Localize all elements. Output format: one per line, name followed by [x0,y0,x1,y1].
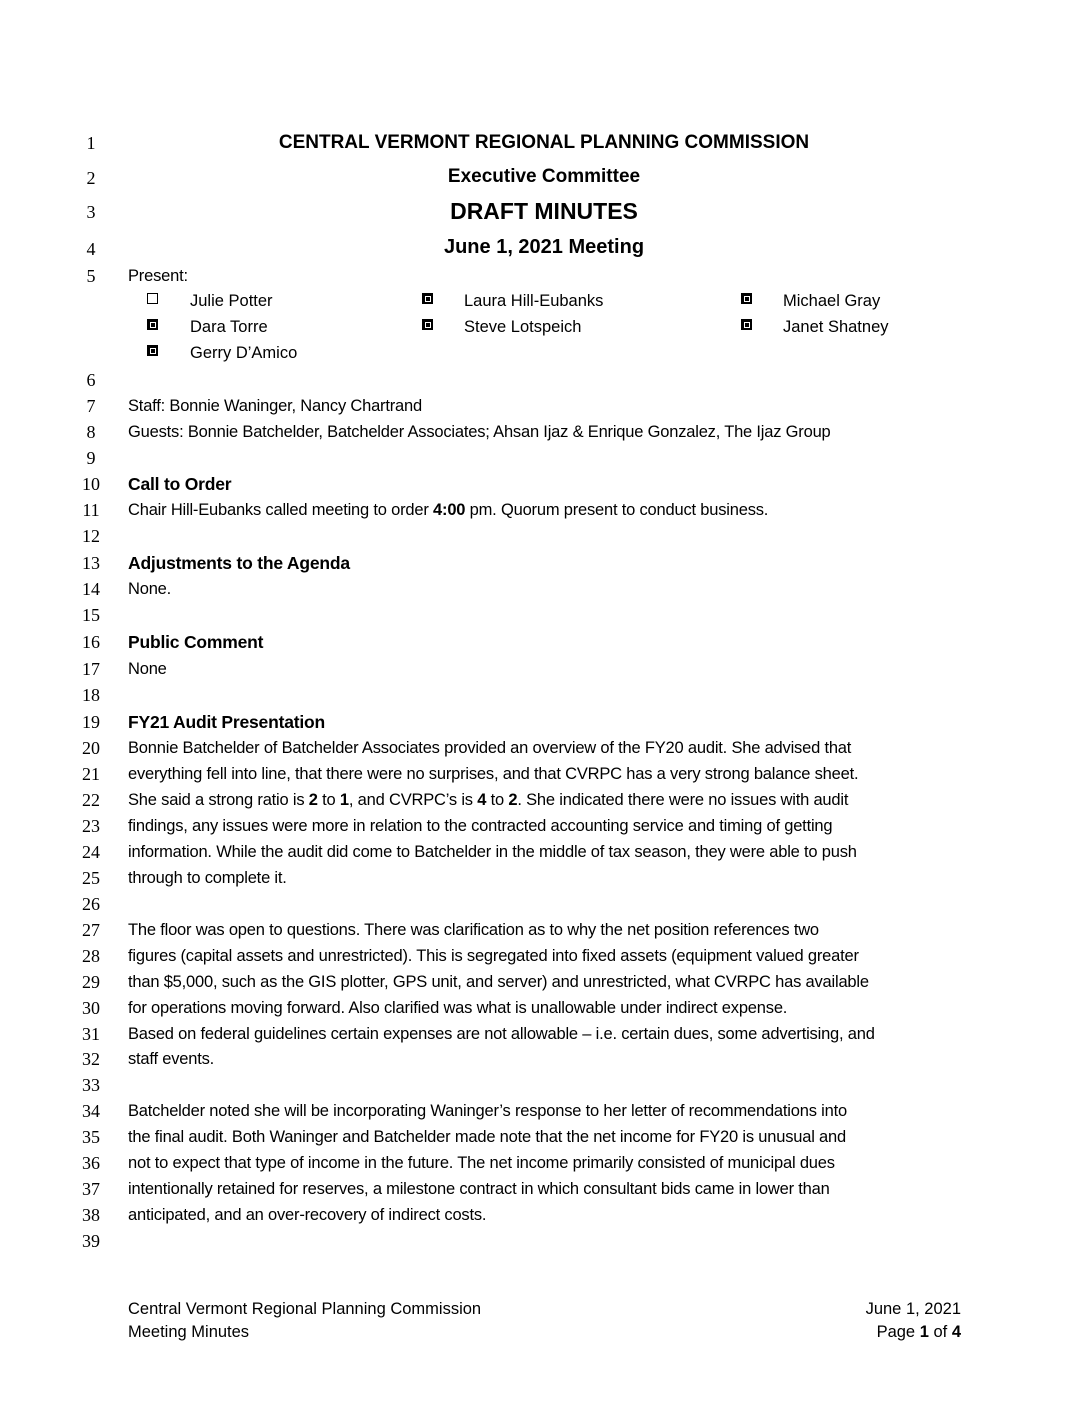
line-number: 32 [82,1049,100,1069]
text-segment: of [928,1323,952,1341]
section-heading-adjustments: Adjustments to the Agenda [128,553,350,573]
footer-doc: Meeting Minutes [128,1323,250,1341]
attendee-name: Janet Shatney [783,318,889,336]
line-number: 29 [82,972,100,992]
line-number: 25 [82,868,100,888]
public-comment-text: None [128,660,167,678]
attendee-name: Laura Hill-Eubanks [464,292,604,310]
line-number: 26 [82,894,100,914]
ratio-value: 4 [477,791,487,809]
checkbox-checked-icon [741,319,752,330]
line-number: 37 [82,1179,100,1199]
call-to-order-text [128,497,768,523]
paragraph-line [128,787,848,813]
line-number: 14 [82,579,100,599]
attendee-name: Julie Potter [190,292,273,310]
present-label: Present: [128,267,188,285]
line-number: 27 [82,920,100,940]
line-number: 10 [82,474,100,494]
line-number: 2 [86,168,96,188]
meeting-time: 4:00 [433,501,466,519]
paragraph-line: findings, any issues were more in relation to the contracted accounting service and timing of getting [128,817,833,835]
attendee-name: Michael Gray [783,292,881,310]
ratio-value: 1 [339,791,349,809]
checkbox-checked-icon [147,319,158,330]
section-heading-call-to-order: Call to Order [128,474,232,494]
text-segment: . She indicated there were no issues with audit [517,791,849,809]
attendee-name: Gerry D’Amico [190,344,298,362]
line-number: 39 [82,1231,100,1251]
text-segment: to [486,791,509,809]
paragraph-line: everything fell into line, that there were no surprises, and that CVRPC has a very strong balance sheet. [128,765,859,783]
paragraph-line: The floor was open to questions. There was clarification as to why the net position references two [128,921,819,939]
paragraph-line: figures (capital assets and unrestricted). This is segregated into fixed assets (equipment valued greater [128,947,859,965]
section-heading-audit: FY21 Audit Presentation [128,712,326,732]
page-current: 1 [919,1323,929,1341]
attendee-name: Steve Lotspeich [464,318,582,336]
footer-page-number [877,1320,961,1344]
line-number: 6 [86,370,96,390]
paragraph-line: not to expect that type of income in the future. The net income primarily consisted of municipal dues [128,1154,835,1172]
paragraph-line: information. While the audit did come to Batchelder in the middle of tax season, they were able to push [128,843,857,861]
text-segment: She said a strong ratio is [128,791,309,809]
line-number: 19 [82,712,100,732]
checkbox-checked-icon [741,293,752,304]
committee-title: Executive Committee [447,166,641,187]
checkbox-empty-icon [147,293,158,304]
line-number: 31 [82,1024,100,1044]
checkbox-checked-icon [422,319,433,330]
line-number: 15 [82,605,100,625]
line-number: 5 [86,266,96,286]
paragraph-line: intentionally retained for reserves, a milestone contract in which consultant bids came in lower than [128,1180,830,1198]
line-number: 28 [82,946,100,966]
footer-org: Central Vermont Regional Planning Commission [128,1300,482,1318]
line-number: 33 [82,1075,100,1095]
line-number: 7 [86,396,96,416]
line-number: 11 [82,500,100,520]
document-type-title: DRAFT MINUTES [450,198,638,224]
line-number: 16 [82,632,100,652]
line-number: 17 [82,659,100,679]
text-segment: to [317,791,340,809]
line-number: 13 [82,553,100,573]
line-number: 34 [82,1101,100,1121]
line-number: 18 [82,685,100,705]
paragraph-line: than $5,000, such as the GIS plotter, GPS unit, and server) and unrestricted, what CVRPC has available [128,973,869,991]
paragraph-line: for operations moving forward. Also clarified was what is unallowable under indirect expense. [128,999,788,1017]
line-number: 8 [86,422,96,442]
line-number: 12 [82,526,100,546]
line-number: 3 [86,202,96,222]
line-number: 21 [82,764,100,784]
paragraph-line: Based on federal guidelines certain expenses are not allowable – i.e. certain dues, some advertising, and [128,1025,875,1043]
text-segment: pm. Quorum present to conduct business. [465,501,769,519]
line-number: 23 [82,816,100,836]
guests-line: Guests: Bonnie Batchelder, Batchelder Associates; Ahsan Ijaz & Enrique Gonzalez, The Ijaz Group [128,423,831,441]
line-number: 24 [82,842,100,862]
text-segment: Page [876,1323,920,1341]
line-number: 36 [82,1153,100,1173]
section-heading-public-comment: Public Comment [128,632,264,652]
checkbox-checked-icon [422,293,433,304]
page-total: 4 [951,1323,961,1341]
paragraph-line: the final audit. Both Waninger and Batchelder made note that the net income for FY20 is unusual and [128,1128,846,1146]
line-number: 22 [82,790,100,810]
ratio-value: 2 [508,791,518,809]
line-number: 35 [82,1127,100,1147]
paragraph-line: Batchelder noted she will be incorporating Waninger’s response to her letter of recommendations into [128,1102,847,1120]
line-number: 38 [82,1205,100,1225]
meeting-date-title: June 1, 2021 Meeting [443,236,645,258]
attendee-name: Dara Torre [190,318,268,336]
text-segment: Chair Hill-Eubanks called meeting to order [128,501,434,519]
paragraph-line: anticipated, and an over-recovery of indirect costs. [128,1206,487,1224]
ratio-value: 2 [308,791,318,809]
line-number: 4 [86,239,96,259]
footer-date: June 1, 2021 [865,1300,961,1318]
paragraph-line: Bonnie Batchelder of Batchelder Associates provided an overview of the FY20 audit. She advised that [128,739,852,757]
line-number: 9 [86,448,96,468]
line-number: 20 [82,738,100,758]
paragraph-line: through to complete it. [128,869,287,887]
checkbox-checked-icon [147,345,158,356]
line-number: 30 [82,998,100,1018]
line-number: 1 [86,133,96,153]
paragraph-line: staff events. [128,1050,215,1068]
staff-line: Staff: Bonnie Waninger, Nancy Chartrand [128,397,422,415]
org-title: CENTRAL VERMONT REGIONAL PLANNING COMMISSION [278,132,810,153]
text-segment: , and CVRPC’s is [348,791,478,809]
adjustments-text: None. [128,580,172,598]
